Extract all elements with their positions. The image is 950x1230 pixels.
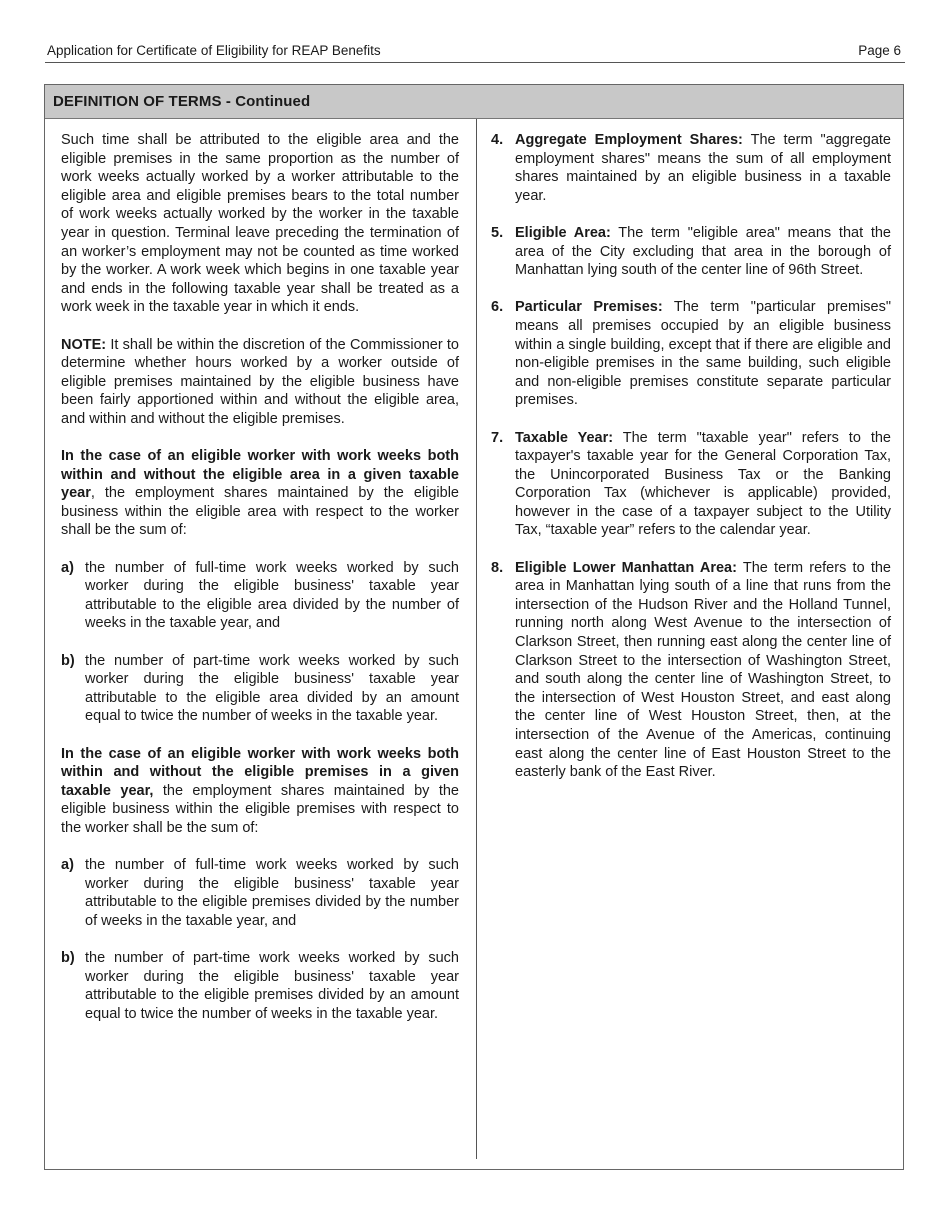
definitions-box bbox=[44, 84, 904, 1170]
definition-term: Eligible Lower Manhattan Area: bbox=[515, 559, 737, 576]
document-title: Application for Certificate of Eligibility for REAP Benefits bbox=[47, 43, 381, 58]
section-title: DEFINITION OF TERMS - Continued bbox=[53, 93, 311, 110]
case-eligible-area bbox=[61, 447, 459, 540]
list-item-text: the number of full-time work weeks worked by such worker during the eligible business' taxable year attributable to the eligible premises divided by the number of weeks in the taxable year, and bbox=[85, 857, 459, 929]
list-item bbox=[61, 949, 459, 1023]
list-marker: b) bbox=[61, 652, 75, 669]
definition-text: The term "taxable year" refers to the taxpayer's taxable year for the General Corporation Tax, the Unincorporated Business Tax or the Banking Corporation Tax (whichever is applicable) provided, however in the case of a taxpayer subject to the Utility Tax, “taxable year” refers to the calendar year. bbox=[515, 429, 891, 539]
definition-term: Aggregate Employment Shares: bbox=[515, 132, 743, 148]
definition-item bbox=[491, 298, 891, 410]
section-header bbox=[45, 85, 903, 119]
column-divider bbox=[476, 119, 477, 1159]
right-column bbox=[491, 131, 891, 800]
note-text: It shall be within the discretion of the Commissioner to determine whether hours worked by a worker outside of eligible premises maintained by the eligible business have been fairly apportioned within and without the eligible area, and within and without the eligible premises. bbox=[61, 336, 459, 427]
list-item bbox=[61, 559, 459, 633]
paragraph-attribution: Such time shall be attributed to the eligible area and the eligible premises in the same proportion as the number of work weeks actually worked by a worker attributable to the eligible area and eligible premises bears to the total number of work weeks actually worked by the worker in the taxable year in question. Terminal leave preceding the termination of an worker’s employment may not be counted as time worked by the worker. A work week which begins in one taxable year and ends in the following taxable year shall be treated as a work week in the taxable year in which it ends. bbox=[61, 132, 459, 316]
page-header bbox=[45, 42, 905, 63]
case-eligible-area-bold: In the case of an eligible worker with work weeks both within and without the eligible area in a given taxable year bbox=[61, 448, 459, 502]
case-eligible-premises bbox=[61, 745, 459, 838]
list-marker: b) bbox=[61, 950, 75, 967]
definition-term: Eligible Area: bbox=[515, 224, 611, 241]
definition-item bbox=[491, 224, 891, 280]
definition-term: Particular Premises: bbox=[515, 299, 663, 316]
definition-text: The term "eligible area" means that the area of the City excluding that area in the borough of Manhattan lying south of the center line of 96th Street. bbox=[515, 224, 891, 279]
note-paragraph bbox=[61, 336, 459, 429]
definition-text: The term refers to the area in Manhattan lying south of a line that runs from the intersection of the Hudson River and the Holland Tunnel, running north along West Avenue to the intersection of Clarkson Street, then running east along the center line of Clarkson Street to the intersection of Washington Street, and south along the center line of Washington Street, to the intersection of West Houston Street, and east along the center line of West Houston Street, then, at the intersection of the Avenue of the Americas, continuing east along the center line of East Houston Street to the easterly bank of the East River. bbox=[515, 559, 891, 781]
list-marker: a) bbox=[61, 559, 74, 576]
list-item bbox=[61, 652, 459, 726]
definition-item bbox=[491, 429, 891, 541]
definition-number: 4. bbox=[491, 132, 504, 148]
list-marker: a) bbox=[61, 857, 74, 874]
case-eligible-area-text: , the employment shares maintained by the eligible business within the eligible area with respect to the worker shall be the sum of: bbox=[61, 485, 459, 539]
definition-number: 6. bbox=[491, 299, 504, 316]
list-item bbox=[61, 856, 459, 930]
definition-item bbox=[491, 131, 891, 205]
definition-term: Taxable Year: bbox=[515, 429, 614, 446]
case-eligible-premises-text: the employment shares maintained by the eligible business within the eligible premises with respect to the worker shall be the sum of: bbox=[61, 782, 459, 836]
definition-text: The term "particular premises" means all premises occupied by an eligible business within a single building, except that if there are eligible and non-eligible premises in the same building, such eligible and non-eligible premises constitute separate particular premises. bbox=[515, 299, 892, 409]
case-eligible-premises-bold: In the case of an eligible worker with work weeks both within and without the eligible premises in a given taxable year, bbox=[61, 745, 459, 799]
definition-item bbox=[491, 559, 891, 782]
list-item-text: the number of part-time work weeks worked by such worker during the eligible business' taxable year attributable to the eligible area divided by an amount equal to twice the number of weeks in the taxable year. bbox=[85, 652, 459, 725]
left-column bbox=[61, 131, 459, 1042]
list-item-text: the number of part-time work weeks worked by such worker during the eligible business' taxable year attributable to the eligible premises divided by an amount equal to twice the number of weeks in the taxable year. bbox=[85, 950, 459, 1022]
definition-text: The term "aggregate employment shares" means the sum of all employment shares maintained by an eligible business in a taxable year. bbox=[515, 132, 891, 204]
definition-number: 7. bbox=[491, 429, 504, 446]
note-label: NOTE: bbox=[61, 336, 107, 353]
definition-number: 8. bbox=[491, 559, 504, 576]
definition-number: 5. bbox=[491, 224, 504, 241]
page-number: Page 6 bbox=[858, 43, 901, 58]
list-item-text: the number of full-time work weeks worked by such worker during the eligible business' taxable year attributable to the eligible area divided by the number of weeks in the taxable year, and bbox=[85, 559, 459, 632]
